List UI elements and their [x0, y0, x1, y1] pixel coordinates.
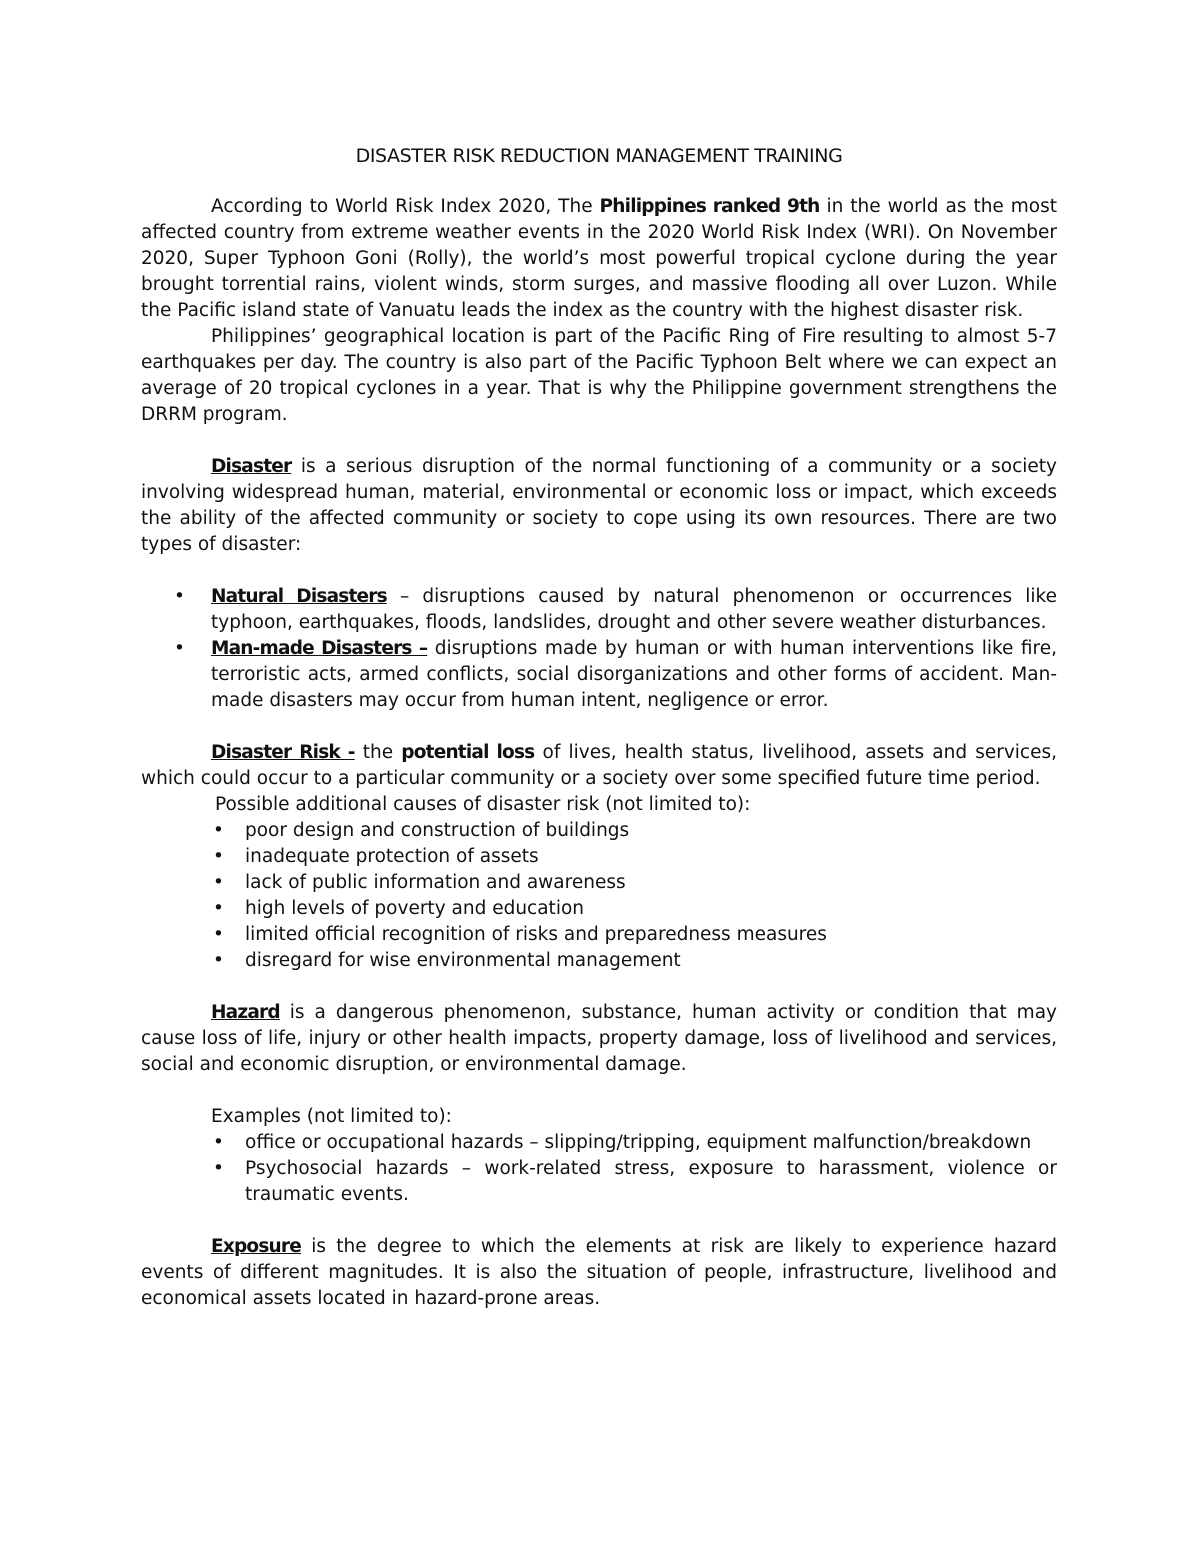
disaster-risk-paragraph — [141, 740, 1057, 792]
intro-emphasis: Philippines ranked 9th — [599, 196, 820, 217]
list-item: • Psychosocial hazards – work-related stress, exposure to harassment, violence or traumatic events. — [141, 1156, 1057, 1208]
disaster-risk-the: the — [354, 742, 402, 763]
list-item: • poor design and construction of buildings — [141, 818, 1057, 844]
list-item: • disregard for wise environmental management — [141, 948, 1057, 974]
list-item — [141, 584, 1057, 636]
disaster-type-term: Natural Disasters — [211, 586, 387, 607]
spacer — [141, 714, 1057, 740]
exposure-definition: is the degree to which the elements at risk are likely to experience hazard events of different magnitudes. It is also the situation of people, infrastructure, livelihood and economical assets located in hazard-prone areas. — [141, 1236, 1057, 1309]
disaster-risk-emphasis: potential loss — [401, 742, 535, 763]
spacer — [141, 428, 1057, 454]
causes-heading: Possible additional causes of disaster risk (not limited to): — [215, 794, 751, 815]
examples-heading: Examples (not limited to): — [211, 1106, 452, 1127]
disaster-type-term: Man-made Disasters – — [211, 638, 428, 659]
disaster-types-list — [141, 584, 1057, 714]
list-item: • high levels of poverty and education — [141, 896, 1057, 922]
list-item: • office or occupational hazards – slipping/tripping, equipment malfunction/breakdown — [141, 1130, 1057, 1156]
list-item — [141, 636, 1057, 714]
list-item: • lack of public information and awareness — [141, 870, 1057, 896]
disaster-risk-definition: of lives, health status, livelihood, assets and services, which could occur to a particular community or a society over some specified future time period. — [141, 742, 1058, 789]
disaster-type-text: – disruptions caused by natural phenomenon or occurrences like typhoon, earthquakes, floods, landslides, drought and other severe weather disturbances. — [211, 586, 1057, 633]
hazard-definition: is a dangerous phenomenon, substance, human activity or condition that may cause loss of life, injury or other health impacts, property damage, loss of livelihood and services, social and economic disruption, or environmental damage. — [141, 1002, 1057, 1075]
disaster-type-text: disruptions made by human or with human interventions like fire, terroristic acts, armed conflicts, social disorganizations and other forms of accident. Man-made disasters may occur from human intent, negligence or error. — [211, 638, 1058, 711]
intro-paragraph-1 — [141, 194, 1057, 324]
spacer — [141, 974, 1057, 1000]
list-item: • inadequate protection of assets — [141, 844, 1057, 870]
spacer — [141, 1078, 1057, 1104]
page-title: DISASTER RISK REDUCTION MANAGEMENT TRAINING — [355, 145, 843, 167]
disaster-term: Disaster — [211, 456, 292, 477]
intro-text-end: in the world as the most affected country from extreme weather events in the 2020 World Risk Index (WRI). On November 2020, Super Typhoon Goni (Rolly), the world’s most powerful tropical cyclone during the year brought torrential rains, violent winds, storm surges, and massive flooding all over Luzon. While the Pacific island state of Vanuatu leads the index as the country with the highest disaster risk. — [141, 196, 1057, 321]
disaster-risk-term: Disaster Risk - — [211, 742, 355, 763]
disaster-paragraph — [141, 454, 1057, 558]
hazard-paragraph — [141, 1000, 1057, 1078]
spacer — [141, 558, 1057, 584]
document-body — [141, 142, 1057, 1312]
list-item: • limited official recognition of risks and preparedness measures — [141, 922, 1057, 948]
exposure-term: Exposure — [211, 1236, 301, 1257]
intro-text-start: According to World Risk Index 2020, The — [211, 196, 600, 217]
exposure-paragraph — [141, 1234, 1057, 1312]
spacer — [141, 1208, 1057, 1234]
hazard-term: Hazard — [211, 1002, 280, 1023]
disaster-definition: is a serious disruption of the normal functioning of a community or a society involving widespread human, material, environmental or economic loss or impact, which exceeds the ability of the affected community or society to cope using its own resources. There are two types of disaster: — [141, 456, 1057, 555]
intro-paragraph-2: Philippines’ geographical location is part of the Pacific Ring of Fire resulting to almost 5-7 earthquakes per day. The country is also part of the Pacific Typhoon Belt where we can expect an average of 20 tropical cyclones in a year. That is why the Philippine government strengthens the DRRM program. — [141, 326, 1057, 425]
causes-list — [141, 818, 1057, 974]
examples-list — [141, 1130, 1057, 1208]
